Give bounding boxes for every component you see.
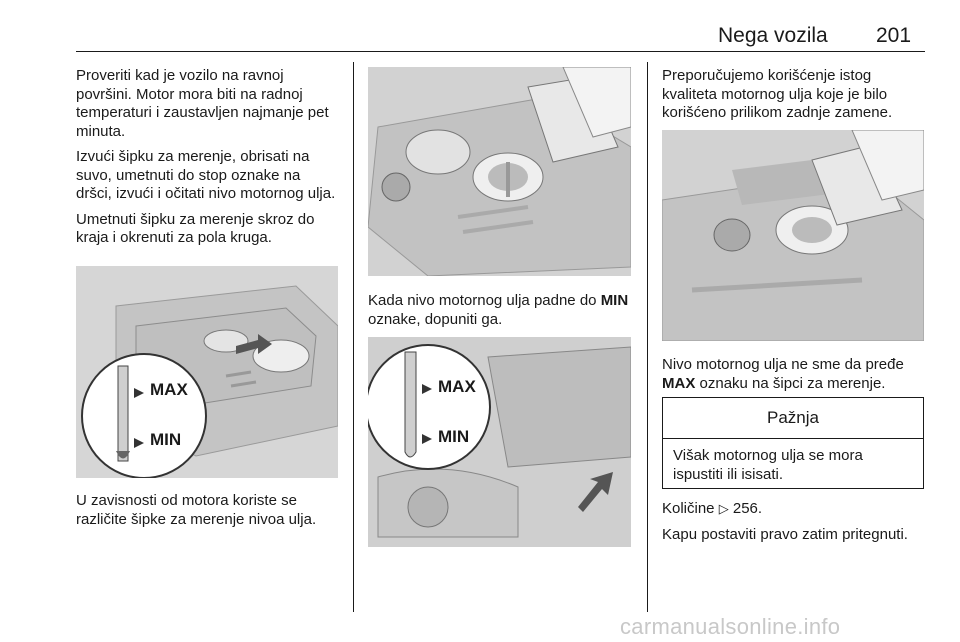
oil-filling-illustration-2	[662, 130, 924, 341]
oil-bottle-illustration	[662, 130, 924, 341]
max-label: MAX	[150, 380, 188, 399]
oil-bottle-illustration	[368, 67, 631, 276]
caution-box	[662, 397, 924, 489]
dipstick-location-illustration	[368, 337, 631, 547]
column-divider	[353, 62, 354, 612]
page-number: 201	[876, 24, 912, 47]
min-word: MIN	[600, 292, 629, 309]
image-caption: U zavisnosti od motora koriste se različite šipke za merenje nivoa ulja.	[76, 492, 317, 528]
paragraph: Preporučujemo korišćenje istog kvaliteta motornog ulja koje je bilo korišćeno prilikom zadnje zamene.	[662, 67, 893, 121]
header-rule	[76, 51, 925, 52]
paragraph: Proveriti kad je vozilo na ravnoj površini. Motor mora biti na radnoj temperaturi i zaustavljen najmanje pet minuta.	[76, 67, 329, 140]
section-title: Nega vozila	[718, 24, 828, 47]
max-label: MAX	[438, 377, 476, 396]
paragraph: Umetnuti šipku za merenje skroz do kraja i okrenuti za pola kruga.	[76, 210, 315, 246]
engine-bay-illustration	[368, 337, 631, 547]
column-2-text	[368, 292, 638, 336]
caution-body: Višak motornog ulja se mora ispustiti ili isisati.	[673, 447, 863, 483]
paragraph	[662, 500, 928, 519]
page-reference[interactable]: 256.	[732, 500, 763, 517]
dipstick-illustration	[76, 266, 338, 478]
column-3-text	[662, 500, 928, 551]
text-fragment: Količine	[662, 500, 715, 517]
paragraph	[368, 292, 638, 329]
column-1	[76, 67, 338, 255]
paragraph: Kapu postaviti pravo zatim pritegnuti.	[662, 525, 908, 543]
column-3-text	[662, 356, 928, 400]
watermark: carmanualsonline.info	[620, 614, 841, 639]
text-fragment: Kada nivo motornog ulja padne do	[368, 292, 597, 309]
paragraph	[662, 356, 928, 393]
text-fragment: oznake, dopuniti ga.	[368, 310, 503, 328]
caution-title: Pažnja	[663, 398, 923, 439]
engine-cover-illustration	[76, 266, 338, 478]
min-label: MIN	[150, 430, 182, 449]
text-fragment: Nivo motornog ulja ne sme da pređe	[662, 356, 904, 373]
paragraph: Izvući šipku za merenje, obrisati na suvo, umetnuti do stop oznake na dršci, izvući i očitati nivo motornog ulja.	[76, 148, 336, 202]
max-word: MAX	[662, 374, 696, 392]
column-3-text	[662, 67, 928, 130]
page-reference-icon: ▷	[718, 501, 729, 516]
caption	[76, 492, 344, 536]
min-label: MIN	[438, 427, 470, 446]
text-fragment: oznaku na šipci za merenje.	[699, 374, 886, 392]
oil-filling-illustration	[368, 67, 631, 276]
column-divider	[647, 62, 648, 612]
